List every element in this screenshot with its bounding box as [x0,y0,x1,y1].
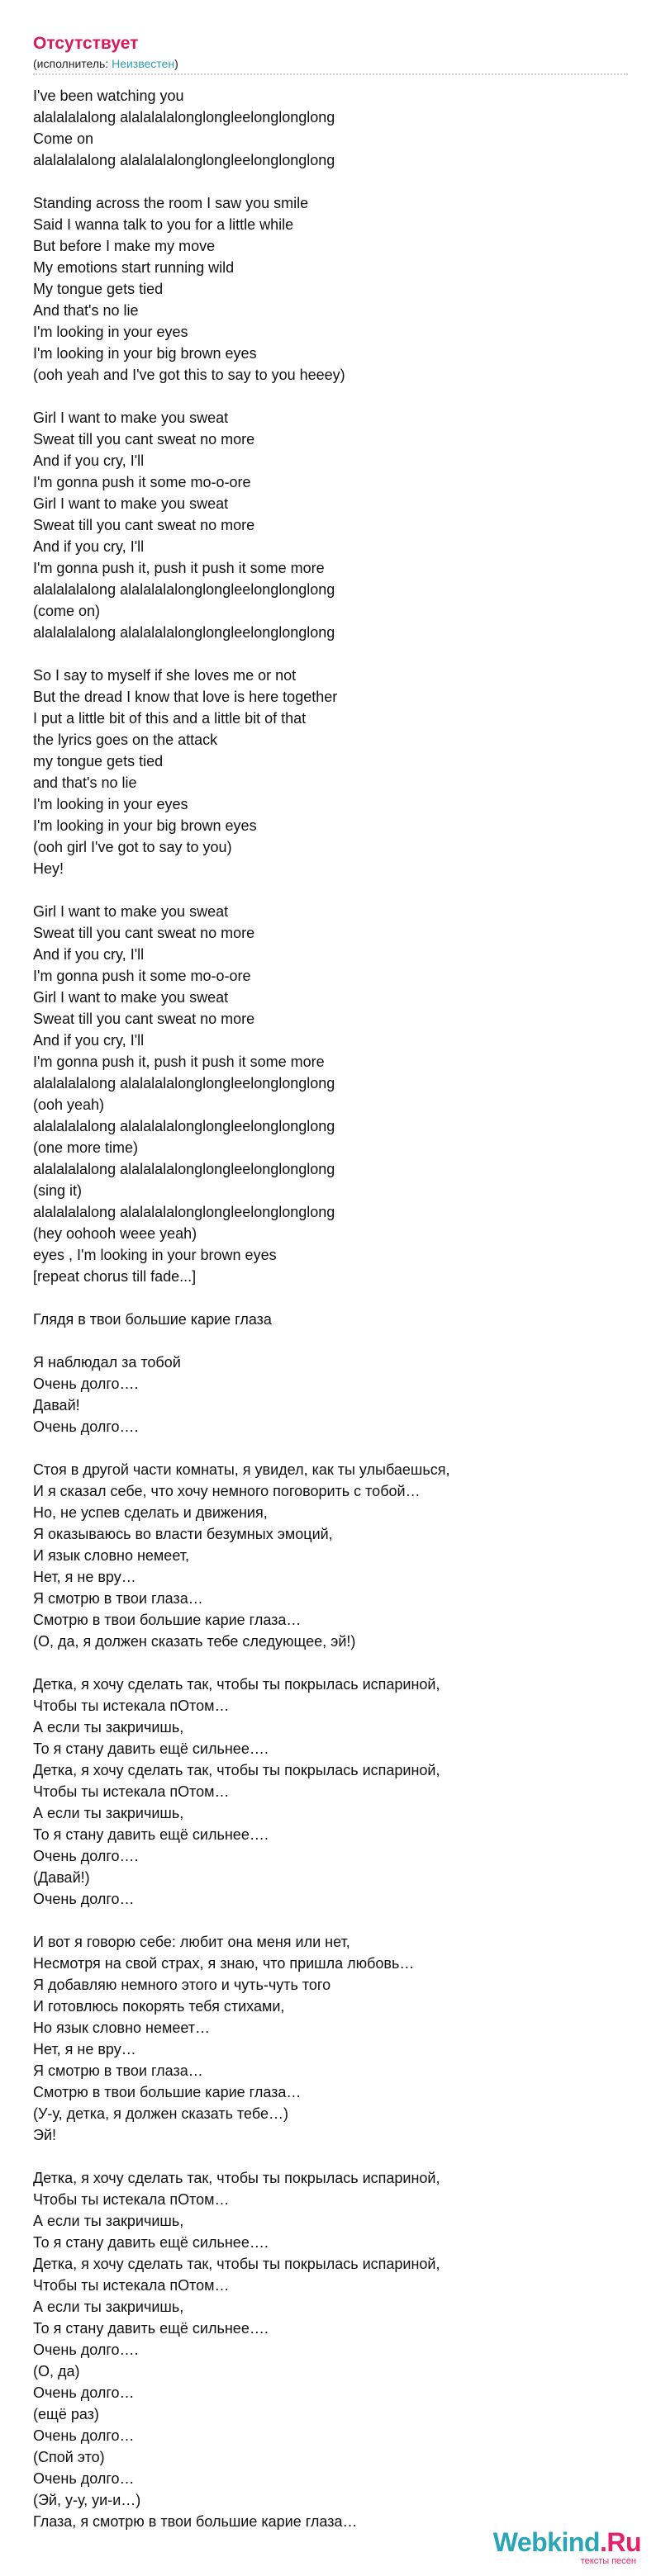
site-logo[interactable] [493,2528,641,2566]
logo-wordmark [493,2528,641,2556]
lyrics-text: I've been watching you alalalalalong alalalalalonglongleelonglonglong Come on alalalalalong alalalalalonglongleelonglonglong Standing across the room I saw you smile Said I wanna talk to you for a little while But before I make my move My emotions start running wild My tongue gets tied And that's no lie I'm looking in your eyes I'm looking in your big brown eyes (ooh yeah and I've got this to say to you heeey) Girl I want to make you sweat Sweat till you cant sweat no more And if you cry, I'll I'm gonna push it some mo-o-ore Girl I want to make you sweat Sweat till you cant sweat no more And if you cry, I'll I'm gonna push it, push it push it some more alalalalalong alalalalalonglongleelonglonglong (come on) alalalalalong alalalalalonglongleelonglonglong So I say to myself if she loves me or not But the dread I know that love is here together I put a little bit of this and a little bit of that the lyrics goes on the attack my tongue gets tied and that's no lie I'm looking in your eyes I'm looking in your big brown eyes (ooh girl I've got to say to you) Hey! Girl I want to make you sweat Sweat till you cant sweat no more And if you cry, I'll I'm gonna push it some mo-o-ore Girl I want to make you sweat Sweat till you cant sweat no more And if you cry, I'll I'm gonna push it, push it push it some more alalalalalong alalalalalonglongleelonglonglong (ooh yeah) alalalalalong alalalalalonglongleelonglonglong (one more time) alalalalalong alalalalalonglongleelonglonglong (sing it) alalalalalong alalalalalonglongleelonglonglong (hey oohooh weee yeah) eyes , I'm looking in your brown eyes [repeat chorus till fade...] Глядя в твои большие карие глаза Я наблюдал за тобой Очень долго…. Давай! Очень долго…. Стоя в другой части комнаты, я увидел, как ты улыбаешься, И я сказал себе, что хочу немного поговорить с тобой… Но, не успев сделать и движения, Я оказываюсь во власти безумных эмоций, И язык словно немеет, Нет, я не вру… Я смотрю в твои глаза… Смотрю в твои большие карие глаза… (О, да, я должен сказать тебе следующее, эй!) Детка, я хочу сделать так, чтобы ты покрылась испариной, Чтобы ты истекала пОтом… А если ты закричишь, То я стану давить ещё сильнее…. Детка, я хочу сделать так, чтобы ты покрылась испариной, Чтобы ты истекала пОтом… А если ты закричишь, То я стану давить ещё сильнее…. Очень долго…. (Давай!) Очень долго… И вот я говорю себе: любит она меня или нет, Несмотря на свой страх, я знаю, что пришла любовь… Я добавляю немного этого и чуть-чуть того И готовлюсь покорять тебя стихами, Но язык словно немеет… Нет, я не вру… Я смотрю в твои глаза… Смотрю в твои большие карие глаза… (У-у, детка, я должен сказать тебе…) Эй! Детка, я хочу сделать так, чтобы ты покрылась испариной, Чтобы ты истекала пОтом… А если ты закричишь, То я стану давить ещё сильнее…. Детка, я хочу сделать так, чтобы ты покрылась испариной, Чтобы ты истекала пОтом… А если ты закричишь, То я стану давить ещё сильнее…. Очень долго…. (О, да) Очень долго… (ещё раз) Очень долго… (Спой это) Очень долго… (Эй, у-у, уи-и…) Глаза, я смотрю в твои большие карие глаза… [33,88,450,2530]
logo-part-ru: .Ru [599,2527,641,2557]
title-divider [33,73,628,75]
logo-part-webkind: Webkind [492,2527,600,2557]
performer-suffix: ) [174,57,178,70]
song-title: Отсутствует [33,34,139,53]
lyrics-page [33,33,628,2532]
logo-tagline: тексты песен [580,2556,636,2566]
performer-link[interactable]: Неизвестен [112,57,175,70]
performer-prefix: (исполнитель: [33,57,112,70]
performer-line [33,56,628,71]
